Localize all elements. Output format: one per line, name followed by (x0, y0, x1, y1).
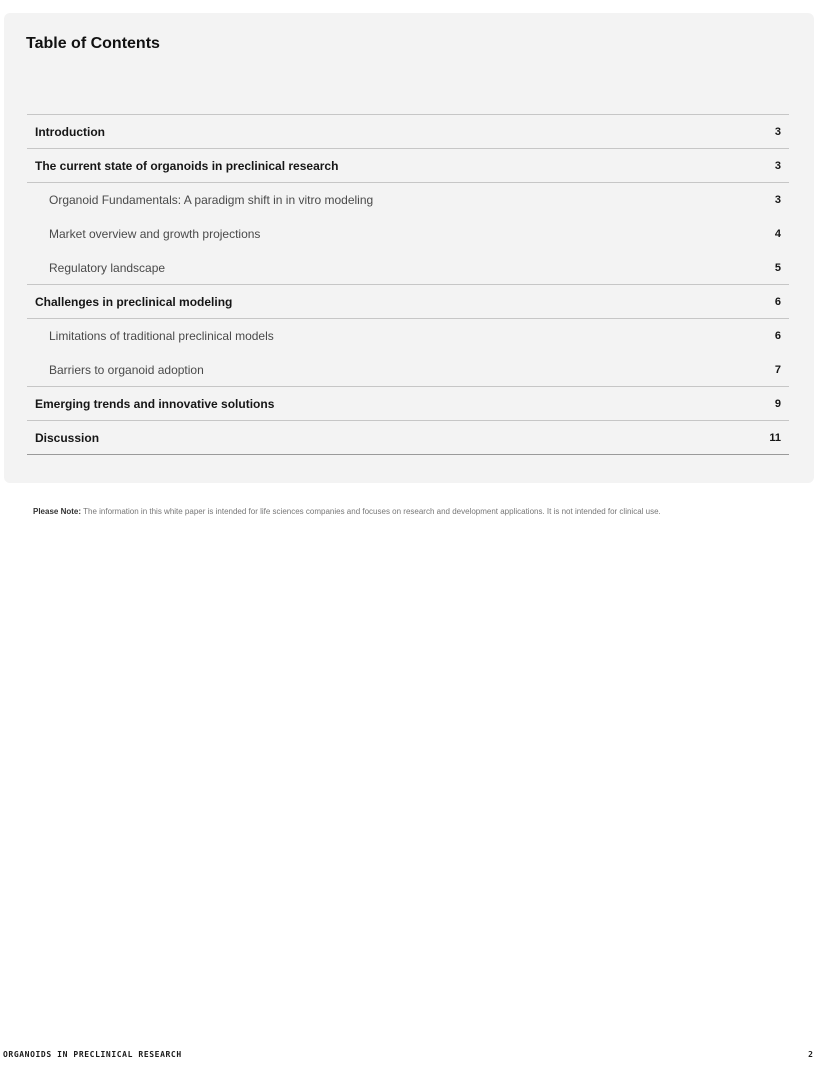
toc-entry-page: 9 (774, 397, 781, 410)
toc-entry-page: 6 (774, 330, 781, 342)
toc-entry-label: Market overview and growth projections (49, 227, 261, 241)
toc-entry-page: 3 (774, 125, 781, 138)
toc-entry-label: Challenges in preclinical modeling (35, 294, 233, 309)
toc-entry-label: Barriers to organoid adoption (49, 362, 204, 377)
note-text: The information in this white paper is intended for life sciences companies and focuses on research and development applications. It is not intended for clinical use. (81, 507, 661, 516)
toc-entry-label: Introduction (35, 124, 105, 139)
toc-entry-page: 5 (774, 261, 781, 274)
toc-entry-label: Discussion (35, 430, 100, 445)
toc-entry-emerging-trends[interactable] (27, 387, 789, 421)
table-of-contents-card (4, 13, 814, 483)
toc-entry-page: 11 (769, 431, 781, 444)
toc-entry-label: Emerging trends and innovative solutions (35, 396, 275, 411)
toc-entry-page: 6 (774, 295, 781, 308)
toc-entry-page: 3 (774, 159, 781, 172)
disclaimer-note (33, 507, 661, 516)
toc-entry-page: 7 (774, 363, 781, 376)
toc-entry-label: Limitations of traditional preclinical models (49, 329, 274, 343)
toc-entry-challenges[interactable] (27, 285, 789, 319)
toc-subentry-barriers[interactable] (27, 353, 789, 387)
toc-entry-label: Organoid Fundamentals: A paradigm shift in in vitro modeling (49, 193, 374, 207)
toc-subentry-limitations[interactable] (27, 319, 789, 353)
toc-subentry-market-overview[interactable] (27, 217, 789, 251)
toc-entry-page: 4 (774, 228, 781, 240)
note-label: Please Note: (33, 507, 82, 516)
toc-list (27, 114, 789, 455)
toc-entry-current-state[interactable] (27, 149, 789, 183)
toc-entry-label: The current state of organoids in preclinical research (35, 158, 339, 173)
toc-entry-label: Regulatory landscape (49, 260, 166, 275)
toc-entry-page: 3 (774, 194, 781, 206)
footer-page-number: 2 (808, 1050, 813, 1059)
toc-subentry-regulatory-landscape[interactable] (27, 251, 789, 285)
toc-subentry-organoid-fundamentals[interactable] (27, 183, 789, 217)
toc-entry-discussion[interactable] (27, 421, 789, 455)
footer-document-title: ORGANOIDS IN PRECLINICAL RESEARCH (3, 1050, 182, 1059)
toc-entry-introduction[interactable] (27, 115, 789, 149)
toc-title: Table of Contents (26, 35, 160, 52)
